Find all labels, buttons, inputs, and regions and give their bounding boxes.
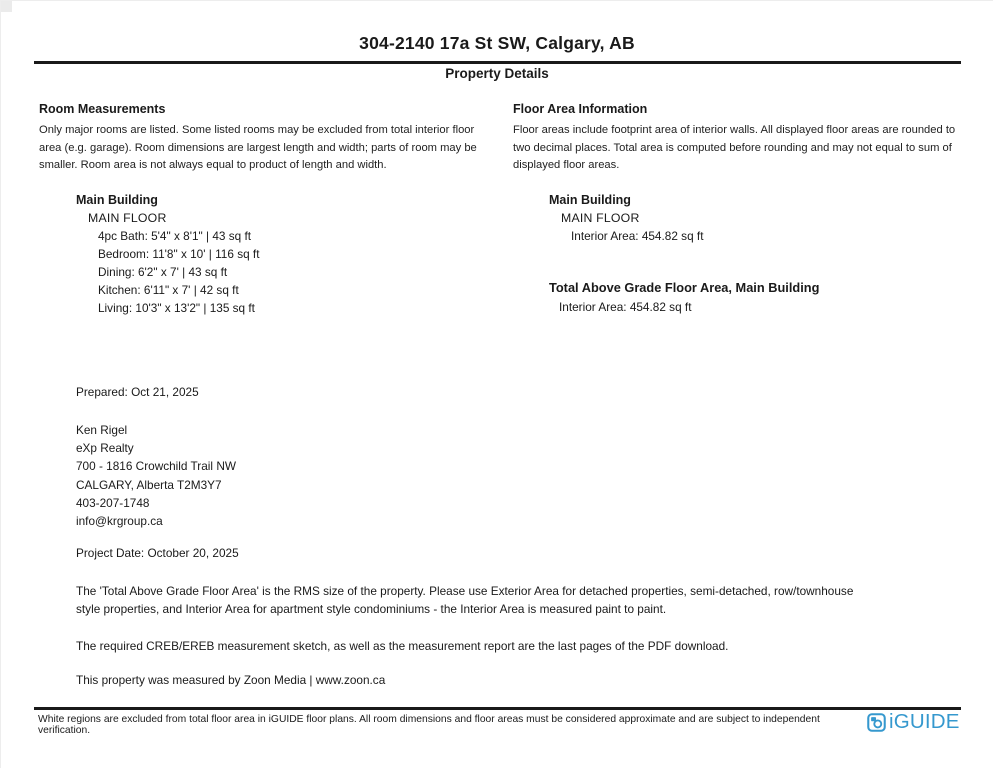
prepared-date: Prepared: Oct 21, 2025 <box>76 385 199 399</box>
room-item: 4pc Bath: 5'4" x 8'1" | 43 sq ft <box>98 229 252 243</box>
room-list <box>76 227 260 317</box>
room-measurements-heading: Room Measurements <box>39 102 166 116</box>
footer-disclaimer: White regions are excluded from total floor area in iGUIDE floor plans. All room dimensions and floor areas must be considered approximate and are subject to independent verification. <box>38 714 820 736</box>
page-subtitle: Property Details <box>445 66 549 81</box>
building-name: Main Building <box>549 193 631 207</box>
room-item: Kitchen: 6'11" x 7' | 42 sq ft <box>98 283 239 297</box>
floor-area-description: Floor areas include footprint area of interior walls. All displayed floor areas are rounded to two decimal places. Total area is computed before rounding and may not equal to sum of displayed floor areas. <box>513 124 956 171</box>
iguide-logo-text: iGUIDE <box>889 710 960 733</box>
floor-area-building-block <box>549 191 703 245</box>
room-item: Dining: 6'2" x 7' | 43 sq ft <box>98 265 228 279</box>
building-name: Main Building <box>76 193 158 207</box>
room-measurements-building-block <box>76 191 260 317</box>
note-creb-ereb: The required CREB/EREB measurement sketch, as well as the measurement report are the last pages of the PDF download. <box>76 639 729 653</box>
total-above-grade-heading: Total Above Grade Floor Area, Main Building <box>549 280 820 295</box>
interior-area-value: Interior Area: 454.82 sq ft <box>571 229 704 243</box>
room-measurements-section <box>39 102 495 175</box>
iguide-logo <box>867 710 960 734</box>
project-date: Project Date: October 20, 2025 <box>76 546 239 560</box>
note-rms-size: The 'Total Above Grade Floor Area' is the RMS size of the property. Please use Exterior Area for detached properties, semi-detached, row/townhouse style properties, and Interior Area for apartment style condominiums - the Interior Area is measured paint to paint. <box>76 584 854 616</box>
iguide-camera-icon <box>867 713 886 732</box>
total-above-grade-block <box>549 280 819 314</box>
agent-name: Ken Rigel <box>76 423 128 437</box>
total-interior-area-value: Interior Area: 454.82 sq ft <box>559 300 692 314</box>
note-measured-by: This property was measured by Zoon Media | www.zoon.ca <box>76 673 386 687</box>
floor-area-heading: Floor Area Information <box>513 102 648 116</box>
floor-name: MAIN FLOOR <box>561 211 640 225</box>
room-measurements-description: Only major rooms are listed. Some listed rooms may be excluded from total interior floor area (e.g. garage). Room dimensions are largest length and width; parts of room may be smaller. Room area is not always equal to product of length and width. <box>39 124 477 171</box>
agent-address-line: 700 - 1816 Crowchild Trail NW <box>76 459 236 474</box>
agent-contact-block <box>76 421 236 530</box>
floor-name: MAIN FLOOR <box>88 211 167 225</box>
room-item: Bedroom: 11'8" x 10' | 116 sq ft <box>98 247 260 261</box>
agent-city-line: CALGARY, Alberta T2M3Y7 <box>76 477 222 492</box>
agent-phone: 403-207-1748 <box>76 495 150 510</box>
page-corner-artifact <box>1 1 12 12</box>
page-title: 304-2140 17a St SW, Calgary, AB <box>359 33 635 53</box>
agent-brokerage: eXp Realty <box>76 441 134 456</box>
room-item: Living: 10'3" x 13'2" | 135 sq ft <box>98 301 255 315</box>
floor-area-section <box>513 102 969 175</box>
agent-email: info@krgroup.ca <box>76 514 163 529</box>
header-divider <box>34 61 961 64</box>
footer-divider <box>34 707 961 710</box>
